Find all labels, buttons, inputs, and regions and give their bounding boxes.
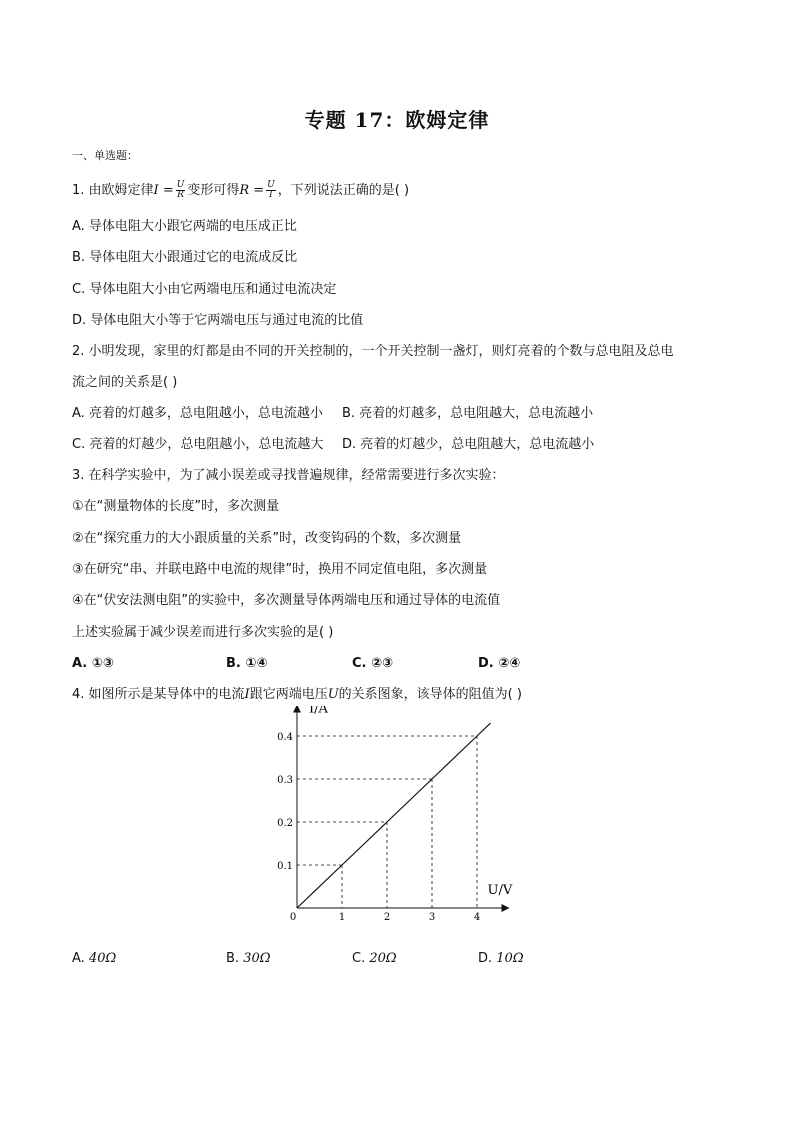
- q3-item-3: ③在研究“串、并联电路中电流的规律”时，换用不同定值电阻，多次测量: [72, 562, 488, 577]
- y-tick-label: 0.4: [277, 732, 293, 743]
- q4-stem-a: 4. 如图所示是某导体中的电流: [72, 687, 245, 702]
- q3-question: 上述实验属于减少误差而进行多次实验的是( ): [72, 625, 334, 640]
- question-1-stem: [72, 181, 409, 200]
- q3-item-1: ①在“测量物体的长度”时，多次测量: [72, 499, 280, 514]
- origin-label: 0: [289, 912, 297, 923]
- q1-eq1-fraction: [176, 181, 186, 200]
- q1-option-b: B. 导体电阻大小跟通过它的电流成反比: [72, 250, 298, 265]
- q3-option-c: C. ②③: [352, 656, 394, 671]
- q1-prefix: 1. 由欧姆定律: [72, 183, 154, 198]
- x-tick-label: 1: [338, 912, 346, 923]
- q2-option-d: D. 亮着的灯越少，总电阻越大，总电流越小: [342, 437, 595, 452]
- q4-option-b-value: 30Ω: [243, 951, 271, 966]
- q3-item-4: ④在“伏安法测电阻”的实验中，多次测量导体两端电压和通过导体的电流值: [72, 593, 501, 608]
- y-tick-label: 0.2: [277, 818, 293, 829]
- q1-mid: 变形可得: [187, 183, 240, 198]
- y-tick-label: 0.1: [277, 861, 293, 872]
- x-axis-label: U/V: [487, 883, 513, 898]
- q3-option-b: B. ①④: [226, 656, 268, 671]
- q2-option-b: B. 亮着的灯越多，总电阻越大，总电流越小: [342, 406, 594, 421]
- q1-option-c: C. 导体电阻大小由它两端电压和通过电流决定: [72, 282, 337, 297]
- q4-option-b-letter: B.: [226, 951, 244, 966]
- iu-graph: [272, 706, 532, 936]
- q4-option-a: [72, 950, 116, 968]
- q2-stem-line-2: 流之间的关系是( ): [72, 375, 178, 390]
- q1-eq2-lhs: R =: [239, 183, 265, 198]
- y-axis-label: I/A: [309, 706, 328, 717]
- q4-option-c-letter: C.: [352, 951, 370, 966]
- q4-stem-c: 的关系图象，该导体的阻值为( ): [338, 687, 522, 702]
- q4-stem-b: 跟它两端电压: [249, 687, 328, 702]
- q1-eq2-denominator: I: [269, 190, 273, 200]
- q4-var-u: U: [327, 687, 339, 702]
- page-title: 专题 17：欧姆定律: [304, 108, 490, 132]
- iu-graph-svg: [272, 706, 532, 936]
- q2-stem-line-1: 2. 小明发现，家里的灯都是由不同的开关控制的，一个开关控制一盏灯，则灯亮着的个数与总电阻及总电: [72, 344, 674, 359]
- q4-option-d: [478, 950, 524, 968]
- q3-stem: 3. 在科学实验中，为了减小误差或寻找普遍规律，经常需要进行多次实验：: [72, 468, 505, 483]
- q4-var-i: I: [244, 687, 250, 702]
- q1-option-d: D. 导体电阻大小等于它两端电压与通过电流的比值: [72, 313, 364, 328]
- q1-eq1-denominator: R: [177, 190, 184, 200]
- q3-item-2: ②在“探究重力的大小跟质量的关系”时，改变钩码的个数，多次测量: [72, 531, 462, 546]
- q3-option-d: D. ②④: [478, 656, 521, 671]
- q4-option-c: [352, 950, 397, 968]
- q2-option-a: A. 亮着的灯越多，总电阻越小，总电流越小: [72, 406, 323, 421]
- data-line: [297, 723, 491, 908]
- x-tick-label: 2: [383, 912, 391, 923]
- q4-option-a-letter: A.: [72, 951, 89, 966]
- q1-eq2-numerator: U: [267, 180, 275, 190]
- q4-option-d-letter: D.: [478, 951, 497, 966]
- q2-option-c: C. 亮着的灯越少，总电阻越小，总电流越大: [72, 437, 324, 452]
- y-tick-label: 0.3: [277, 775, 293, 786]
- q3-option-a: A. ①③: [72, 656, 114, 671]
- q1-option-a: A. 导体电阻大小跟它两端的电压成正比: [72, 219, 297, 234]
- x-tick-label: 3: [428, 912, 436, 923]
- section-heading: 一、单选题：: [72, 149, 138, 162]
- q4-option-d-value: 10Ω: [496, 951, 524, 966]
- q1-eq1-lhs: I =: [153, 183, 174, 198]
- x-tick-label: 4: [473, 912, 481, 923]
- q4-option-b: [226, 950, 271, 968]
- q1-eq2-fraction: [266, 181, 276, 200]
- q1-suffix: ，下列说法正确的是( ): [277, 183, 410, 198]
- q4-option-c-value: 20Ω: [369, 951, 397, 966]
- q4-option-a-value: 40Ω: [88, 951, 117, 966]
- q4-stem: [72, 686, 522, 704]
- q1-eq1-numerator: U: [176, 180, 185, 190]
